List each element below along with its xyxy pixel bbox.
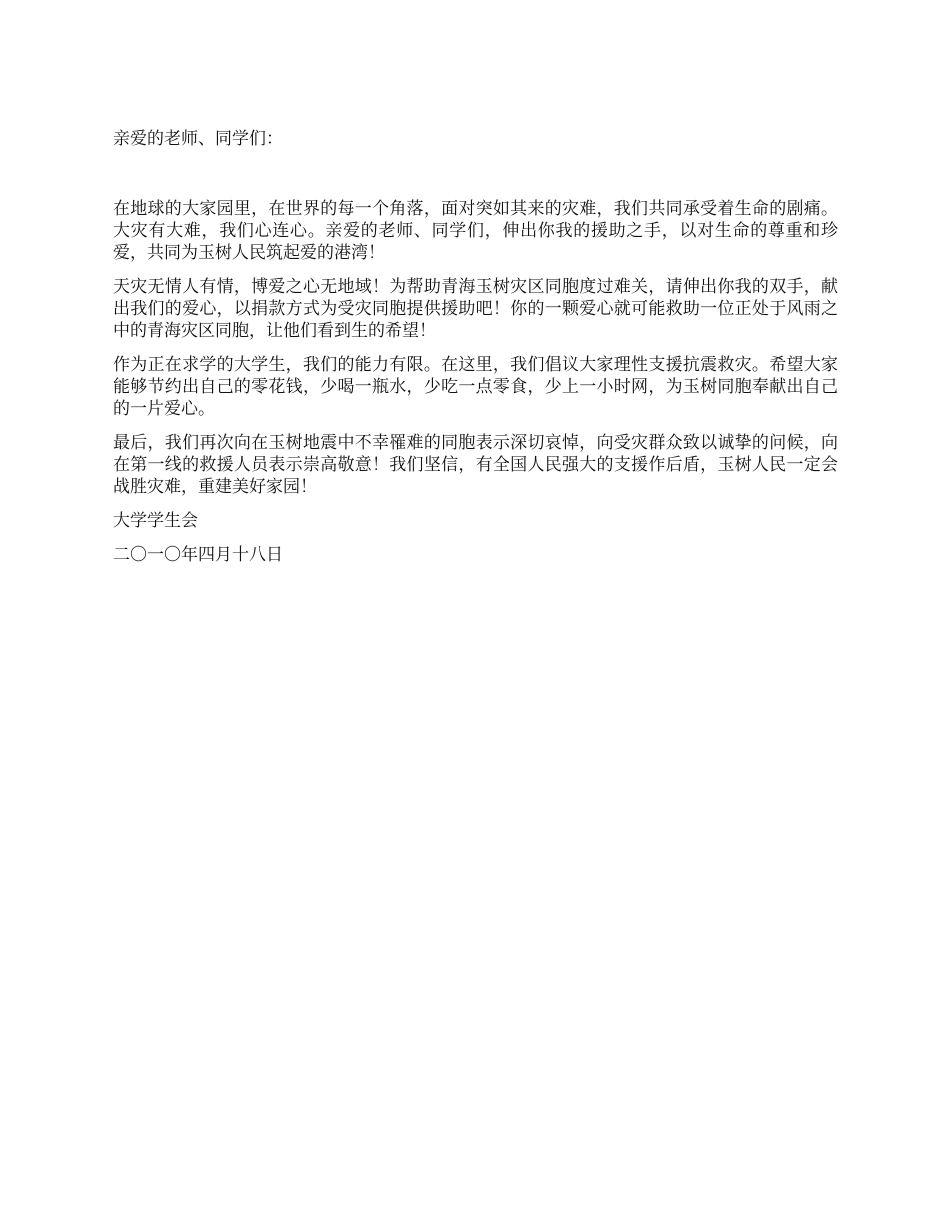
paragraph-3: 作为正在求学的大学生，我们的能力有限。在这里，我们倡议大家理性支援抗震救灾。希望大家能够节约出自己的零花钱，少喝一瓶水，少吃一点零食，少上一小时网，为玉树同胞奉献出自己的一片爱心。: [113, 355, 838, 419]
paragraph-4: 最后，我们再次向在玉树地震中不幸罹难的同胞表示深切哀悼，向受灾群众致以诚挚的问候，向在第一线的救援人员表示崇高敬意！我们坚信，有全国人民强大的支援作后盾，玉树人民一定会战胜灾难，重建美好家园！: [113, 433, 838, 497]
signature: 大学学生会: [113, 511, 198, 531]
date: 二〇一〇年四月十八日: [113, 545, 283, 565]
paragraph-1: 在地球的大家园里，在世界的每一个角落，面对突如其来的灾难，我们共同承受着生命的剧痛。大灾有大难，我们心连心。亲爱的老师、同学们，伸出你我的援助之手，以对生命的尊重和珍爱，共同为玉树人民筑起爱的港湾！: [113, 199, 838, 263]
paragraph-2: 天灾无情人有情，博爱之心无地域！为帮助青海玉树灾区同胞度过难关，请伸出你我的双手，献出我们的爱心，以捐款方式为受灾同胞提供援助吧！你的一颗爱心就可能救助一位正处于风雨之中的青海灾区同胞，让他们看到生的希望！: [113, 277, 838, 341]
salutation: 亲爱的老师、同学们：: [113, 129, 283, 149]
